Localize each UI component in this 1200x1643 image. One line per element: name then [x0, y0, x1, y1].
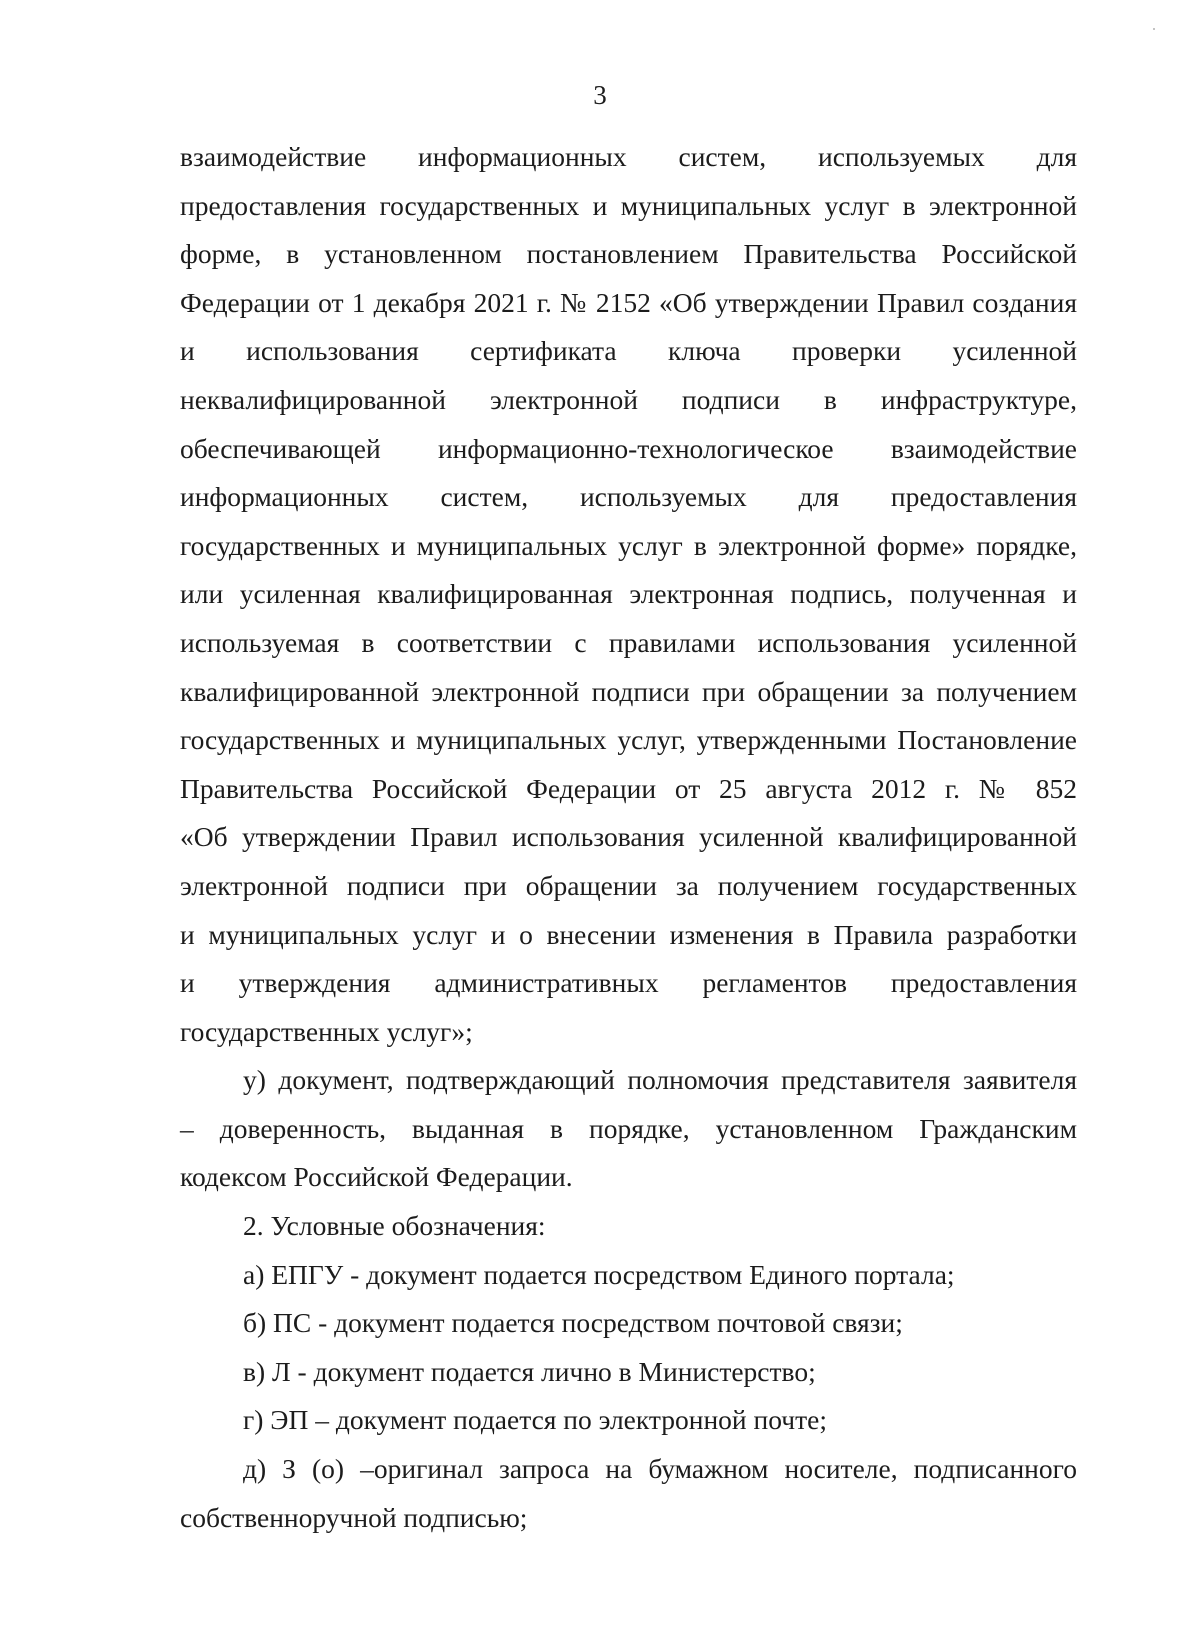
text-line: – доверенность, выданная в порядке, установленном Гражданским — [180, 1112, 1077, 1144]
text-line: неквалифицированной электронной подписи в инфраструктуре, — [180, 383, 1077, 415]
text-line: д) З (о) –оригинал запроса на бумажном носителе, подписанного — [243, 1453, 1077, 1485]
text-line: 2. Условные обозначения: — [243, 1210, 546, 1242]
scan-artifact-dot — [1153, 28, 1155, 30]
document-body — [180, 133, 1077, 1542]
text-line: информационных систем, используемых для предоставления — [180, 481, 1077, 513]
text-line: предоставления государственных и муниципальных услуг в электронной — [180, 189, 1077, 221]
text-line: взаимодействие информационных систем, используемых для — [180, 141, 1077, 172]
text-line: в) Л - документ подается лично в Министерство; — [243, 1355, 816, 1387]
text-line: собственноручной подписью; — [180, 1501, 528, 1533]
text-line: или усиленная квалифицированная электронная подпись, полученная и — [180, 578, 1077, 610]
text-line: б) ПС - документ подается посредством почтовой связи; — [243, 1307, 903, 1339]
text-line: и использования сертификата ключа проверки усиленной — [180, 335, 1077, 367]
text-line: кодексом Российской Федерации. — [180, 1161, 573, 1193]
text-line: а) ЕПГУ - документ подается посредством Единого портала; — [243, 1258, 955, 1290]
text-line: государственных и муниципальных услуг, утвержденными Постановление — [180, 724, 1077, 756]
text-line: государственных услуг»; — [180, 1015, 473, 1047]
page-number: 3 — [593, 80, 607, 110]
text-line: «Об утверждении Правил использования усиленной квалифицированной — [180, 821, 1077, 853]
text-line: Федерации от 1 декабря 2021 г. № 2152 «Об утверждении Правил создания — [180, 286, 1077, 318]
text-line: и муниципальных услуг и о внесении изменения в Правила разработки — [180, 918, 1077, 950]
text-line: обеспечивающей информационно-технологическое взаимодействие — [180, 432, 1077, 464]
text-line: у) документ, подтверждающий полномочия представителя заявителя — [243, 1064, 1077, 1096]
text-line: Правительства Российской Федерации от 25 августа 2012 г. № 852 — [180, 772, 1077, 804]
text-line: квалифицированной электронной подписи при обращении за получением — [180, 675, 1077, 707]
text-line: государственных и муниципальных услуг в электронной форме» порядке, — [180, 529, 1077, 561]
text-line: электронной подписи при обращении за получением государственных — [180, 869, 1077, 901]
text-line: форме, в установленном постановлением Правительства Российской — [180, 238, 1077, 270]
text-line: и утверждения административных регламентов предоставления — [180, 967, 1077, 999]
text-line: г) ЭП – документ подается по электронной почте; — [243, 1404, 827, 1436]
text-line: используемая в соответствии с правилами использования усиленной — [180, 626, 1077, 658]
